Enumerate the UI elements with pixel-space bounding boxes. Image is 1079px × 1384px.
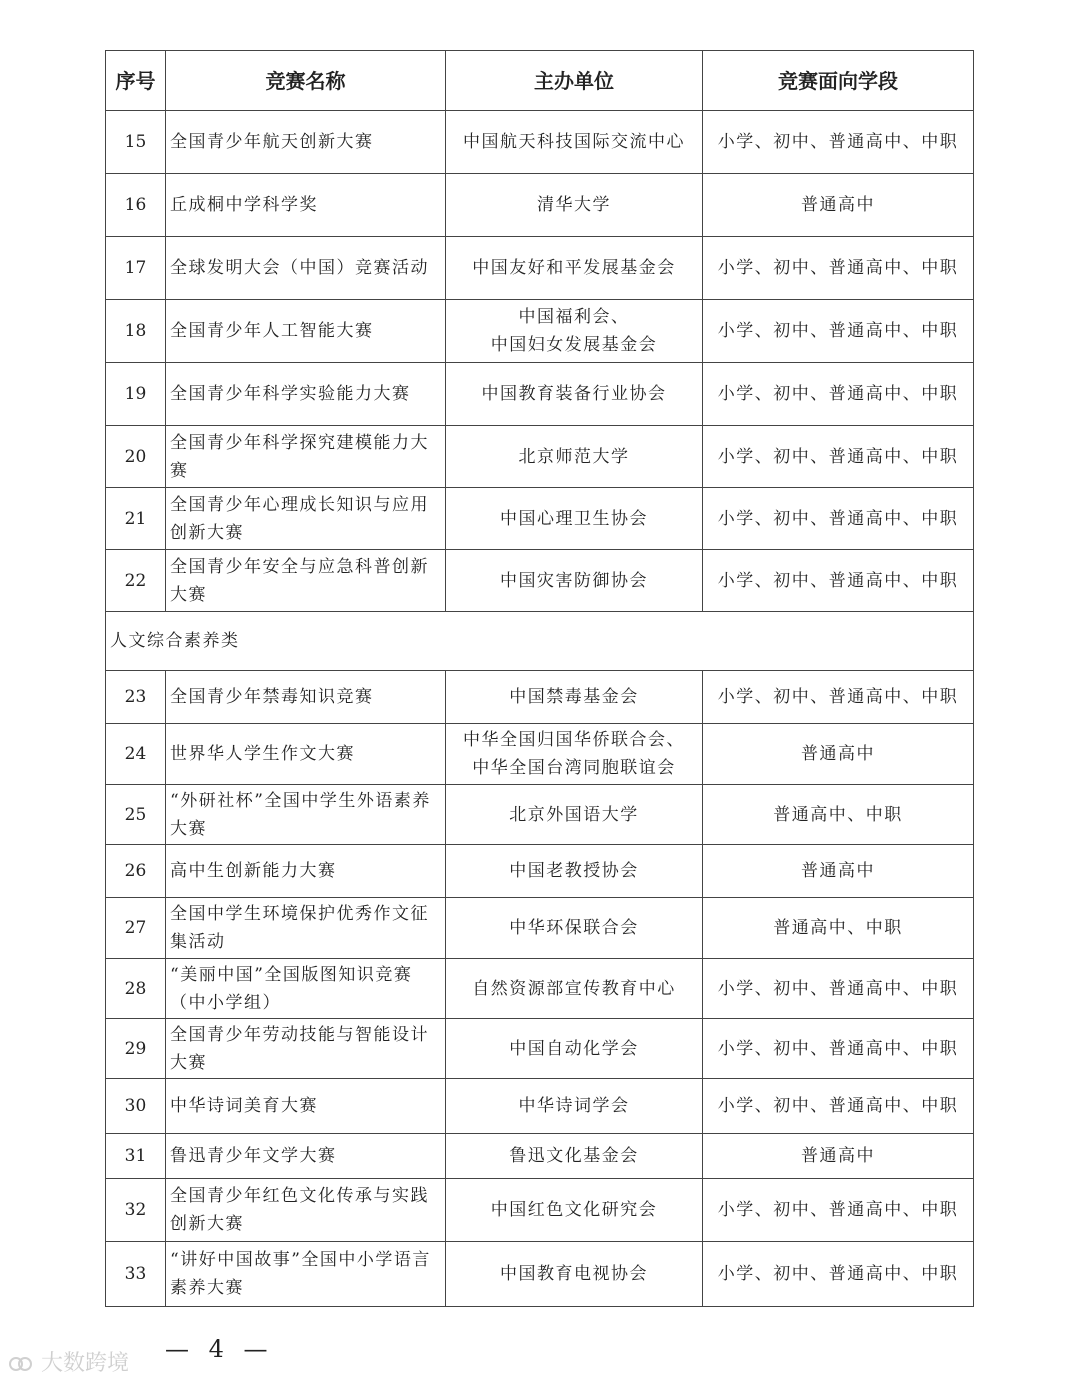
row-number: 15 [106, 111, 166, 174]
competition-name: 全国青少年劳动技能与智能设计大赛 [166, 1019, 446, 1079]
organizer [446, 488, 703, 550]
table-row [106, 300, 974, 363]
target-level: 小学、初中、普通高中、中职 [703, 550, 974, 612]
organizer-line: 鲁迅文化基金会 [509, 1146, 639, 1166]
organizer-line: 中国心理卫生协会 [500, 508, 648, 529]
organizer-line: 中华环保联合会 [509, 918, 639, 938]
row-number: 24 [106, 724, 166, 785]
organizer-line: 中国航天科技国际交流中心 [463, 132, 685, 152]
row-number: 32 [106, 1179, 166, 1242]
watermark-text: 大数跨境 [41, 1351, 130, 1376]
organizer [446, 300, 703, 363]
competition-name: 全国青少年安全与应急科普创新大赛 [166, 550, 446, 612]
target-level: 小学、初中、普通高中、中职 [703, 671, 974, 724]
table-row [106, 1079, 974, 1134]
target-level: 小学、初中、普通高中、中职 [703, 111, 974, 174]
competition-name: 全国中学生环境保护优秀作文征集活动 [166, 898, 446, 959]
table-row [106, 845, 974, 898]
watermark [8, 1346, 129, 1377]
organizer [446, 237, 703, 300]
organizer-line: 清华大学 [537, 195, 611, 215]
target-level: 小学、初中、普通高中、中职 [703, 426, 974, 488]
organizer [446, 111, 703, 174]
target-level: 小学、初中、普通高中、中职 [703, 1019, 974, 1079]
competition-name: 鲁迅青少年文学大赛 [166, 1134, 446, 1179]
target-level: 小学、初中、普通高中、中职 [703, 363, 974, 426]
target-level: 小学、初中、普通高中、中职 [703, 1242, 974, 1307]
organizer [446, 550, 703, 612]
organizer-line: 中国教育电视协会 [500, 1264, 648, 1284]
table-row [106, 111, 974, 174]
organizer-line: 中国妇女发展基金会 [490, 335, 658, 355]
row-number: 18 [106, 300, 166, 363]
organizer [446, 724, 703, 785]
competition-name: 全球发明大会（中国）竞赛活动 [166, 237, 446, 300]
competition-table [105, 50, 974, 1307]
competition-name: 全国青少年人工智能大赛 [166, 300, 446, 363]
organizer-line: 中国福利会、 [518, 307, 630, 327]
row-number: 16 [106, 174, 166, 237]
row-number: 22 [106, 550, 166, 612]
organizer-line: 自然资源部宣传教育中心 [472, 978, 676, 999]
organizer-line: 中国灾害防御协会 [500, 570, 648, 591]
competition-name: 全国青少年航天创新大赛 [166, 111, 446, 174]
table-row [106, 237, 974, 300]
table-row [106, 1242, 974, 1307]
table-row [106, 488, 974, 550]
table-row [106, 1179, 974, 1242]
target-level: 小学、初中、普通高中、中职 [703, 488, 974, 550]
table-row [106, 1019, 974, 1079]
organizer [446, 1134, 703, 1179]
organizer-line: 北京师范大学 [518, 446, 630, 467]
competition-name: 全国青少年科学探究建模能力大赛 [166, 426, 446, 488]
row-number: 20 [106, 426, 166, 488]
organizer-line: 中国友好和平发展基金会 [472, 258, 676, 278]
row-number: 29 [106, 1019, 166, 1079]
organizer [446, 898, 703, 959]
target-level: 小学、初中、普通高中、中职 [703, 1179, 974, 1242]
competition-name: 全国青少年禁毒知识竞赛 [166, 671, 446, 724]
table-row [106, 550, 974, 612]
table-row [106, 724, 974, 785]
row-number: 28 [106, 959, 166, 1019]
organizer [446, 671, 703, 724]
header-name: 竞赛名称 [166, 51, 446, 111]
organizer [446, 426, 703, 488]
row-number: 23 [106, 671, 166, 724]
target-level: 小学、初中、普通高中、中职 [703, 237, 974, 300]
organizer [446, 959, 703, 1019]
competition-name: 丘成桐中学科学奖 [166, 174, 446, 237]
table-row [106, 426, 974, 488]
competition-name: 世界华人学生作文大赛 [166, 724, 446, 785]
organizer-line: 中国教育装备行业协会 [481, 384, 667, 404]
row-number: 31 [106, 1134, 166, 1179]
organizer [446, 1179, 703, 1242]
target-level: 普通高中 [703, 1134, 974, 1179]
organizer [446, 1019, 703, 1079]
table-row [106, 785, 974, 845]
target-level: 普通高中 [703, 174, 974, 237]
target-level: 小学、初中、普通高中、中职 [703, 300, 974, 363]
row-number: 26 [106, 845, 166, 898]
competition-name: 全国青少年心理成长知识与应用创新大赛 [166, 488, 446, 550]
target-level: 小学、初中、普通高中、中职 [703, 1079, 974, 1134]
organizer [446, 785, 703, 845]
watermark-logo-icon [8, 1353, 34, 1375]
competition-name: “讲好中国故事”全国中小学语言素养大赛 [166, 1242, 446, 1307]
organizer-line: 中国老教授协会 [509, 861, 639, 881]
table-row [106, 959, 974, 1019]
organizer [446, 1242, 703, 1307]
table-row [106, 174, 974, 237]
target-level: 小学、初中、普通高中、中职 [703, 959, 974, 1019]
target-level: 普通高中 [703, 845, 974, 898]
table-row [106, 671, 974, 724]
competition-name: 中华诗词美育大赛 [166, 1079, 446, 1134]
competition-name: 高中生创新能力大赛 [166, 845, 446, 898]
table-body-stem [106, 111, 974, 612]
table-row [106, 1134, 974, 1179]
organizer-line: 中华全国归国华侨联合会、 [463, 730, 685, 750]
organizer-line: 中国自动化学会 [509, 1038, 639, 1059]
organizer-line: 中国红色文化研究会 [490, 1200, 658, 1220]
organizer-line: 中华全国台湾同胞联谊会 [472, 758, 676, 778]
organizer [446, 1079, 703, 1134]
table-body-humanities [106, 671, 974, 1307]
row-number: 17 [106, 237, 166, 300]
table-header-row [106, 51, 974, 111]
organizer-line: 北京外国语大学 [509, 804, 639, 825]
header-no: 序号 [106, 51, 166, 111]
row-number: 27 [106, 898, 166, 959]
competition-name: “美丽中国”全国版图知识竞赛（中小学组） [166, 959, 446, 1019]
table-row [106, 898, 974, 959]
row-number: 30 [106, 1079, 166, 1134]
header-org: 主办单位 [446, 51, 703, 111]
header-level: 竞赛面向学段 [703, 51, 974, 111]
category-row [106, 612, 974, 671]
row-number: 33 [106, 1242, 166, 1307]
organizer-line: 中华诗词学会 [518, 1096, 630, 1116]
page-number: — 4 — [165, 1335, 274, 1363]
target-level: 普通高中、中职 [703, 898, 974, 959]
row-number: 25 [106, 785, 166, 845]
target-level: 普通高中 [703, 724, 974, 785]
table-row [106, 363, 974, 426]
competition-name: “外研社杯”全国中学生外语素养大赛 [166, 785, 446, 845]
organizer [446, 174, 703, 237]
organizer [446, 845, 703, 898]
category-label: 人文综合素养类 [106, 612, 974, 671]
competition-name: 全国青少年科学实验能力大赛 [166, 363, 446, 426]
target-level: 普通高中、中职 [703, 785, 974, 845]
organizer [446, 363, 703, 426]
row-number: 21 [106, 488, 166, 550]
competition-name: 全国青少年红色文化传承与实践创新大赛 [166, 1179, 446, 1242]
organizer-line: 中国禁毒基金会 [509, 687, 639, 707]
row-number: 19 [106, 363, 166, 426]
